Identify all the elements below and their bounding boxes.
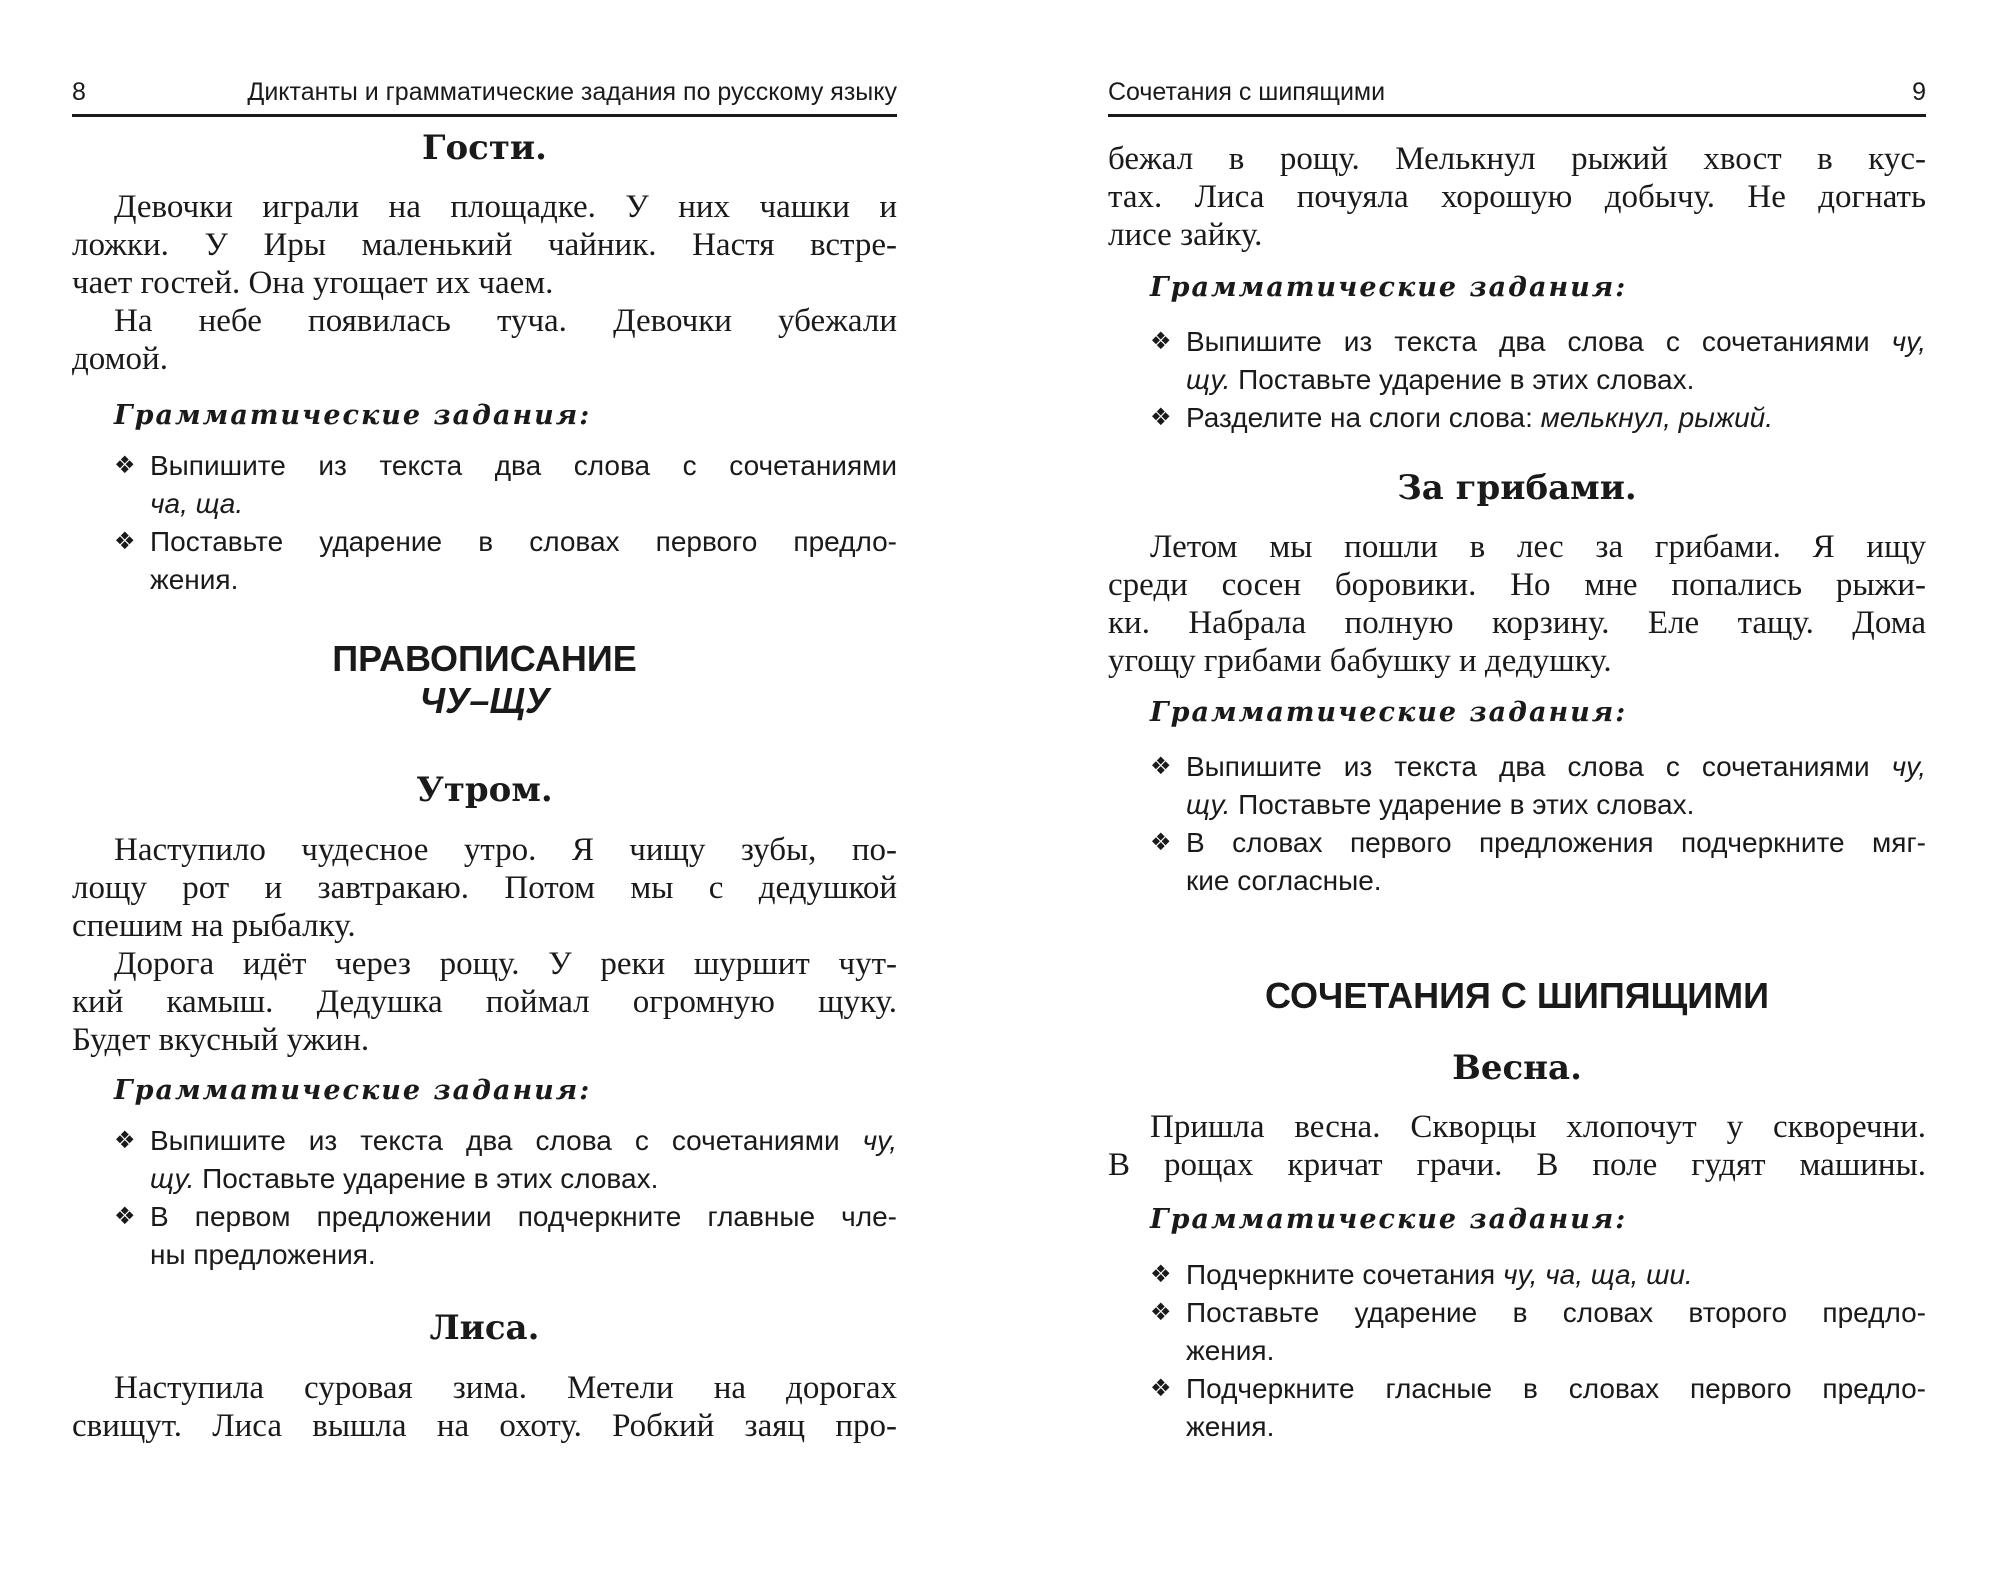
section-subtitle: ЧУ–ЩУ	[419, 680, 550, 721]
diamond-bullet-icon: ❖	[114, 452, 136, 479]
tasks-label: Грамматические задания:	[114, 1075, 592, 1106]
story-text-vesna	[1108, 1108, 1926, 1184]
task-item: ❖ Выпишите из текста два слова с сочетаниями ча, ща.	[114, 447, 897, 523]
tasks-label: Грамматические задания:	[1150, 272, 1628, 303]
diamond-bullet-icon: ❖	[1150, 404, 1172, 431]
task-item: ❖ Выпишите из текста два слова с сочетаниями чу, щу. Поставьте ударение в этих словах.	[1150, 323, 1926, 399]
page-number: 8	[72, 78, 86, 106]
story-title-vesna: Весна.	[1452, 1048, 1582, 1088]
text-line: кий камыш. Дедушка поймал огромную щуку.	[72, 984, 897, 1020]
task-item: ❖ Выпишите из текста два слова с сочетаниями чу, щу. Поставьте ударение в этих словах.	[114, 1122, 897, 1198]
story-text-lisa	[72, 1369, 897, 1445]
tasks-label: Грамматические задания:	[1150, 1204, 1628, 1235]
task-item: ❖ В первом предложении подчеркните главные чле- ны предложения.	[114, 1198, 897, 1274]
text-line: На небе появилась туча. Девочки убежали	[114, 303, 897, 339]
text-line: домой.	[72, 341, 168, 377]
page-number: 9	[1912, 78, 1926, 106]
section-title: ПРАВОПИСАНИЕ ЧУ–ЩУ	[72, 638, 897, 722]
text-line: бежал в рощу. Мелькнул рыжий хвост в кус-	[1108, 141, 1926, 177]
text-line: Будет вкусный ужин.	[72, 1022, 370, 1058]
text-line: лисе зайку.	[1108, 217, 1263, 253]
diamond-bullet-icon: ❖	[1150, 753, 1172, 780]
section-title: СОЧЕТАНИЯ С ШИПЯЩИМИ	[1264, 975, 1770, 1016]
diamond-bullet-icon: ❖	[114, 1203, 136, 1230]
running-head-right	[1108, 74, 1926, 117]
task-item: ❖ Подчеркните сочетания чу, ча, ща, ши.	[1150, 1256, 1926, 1294]
story-title-lisa: Лиса.	[429, 1308, 540, 1348]
text-line: ки. Набрала полную корзину. Еле тащу. Дома	[1108, 605, 1926, 641]
diamond-bullet-icon: ❖	[114, 528, 136, 555]
text-line: Пришла весна. Скворцы хлопочут у скворечни.	[1150, 1109, 1926, 1145]
right-page	[1108, 0, 1926, 1569]
running-title: Диктанты и грамматические задания по русскому языку	[247, 78, 897, 106]
text-line: тах. Лиса почуяла хорошую добычу. Не догнать	[1108, 179, 1926, 215]
text-line: Дорога идёт через рощу. У реки шуршит чут-	[114, 946, 897, 982]
task-item: ❖ В словах первого предложения подчеркните мяг- кие согласные.	[1150, 824, 1926, 900]
diamond-bullet-icon: ❖	[1150, 1299, 1172, 1326]
story-title-za-gribami: За грибами.	[1397, 468, 1637, 508]
left-page	[72, 0, 897, 1569]
text-line: Наступила суровая зима. Метели на дорогах	[114, 1370, 897, 1406]
text-line: ложки. У Иры маленький чайник. Настя встре-	[72, 227, 897, 263]
diamond-bullet-icon: ❖	[114, 1127, 136, 1154]
text-line: Девочки играли на площадке. У них чашки и	[114, 189, 897, 225]
task-item: ❖ Разделите на слоги слова: мелькнул, рыжий.	[1150, 399, 1926, 437]
running-title: Сочетания с шипящими	[1108, 78, 1386, 106]
task-item: ❖ Поставьте ударение в словах первого предло- жения.	[114, 523, 897, 599]
task-item: ❖ Поставьте ударение в словах второго предло- жения.	[1150, 1294, 1926, 1370]
text-line: В рощах кричат грачи. В поле гудят машины.	[1108, 1147, 1926, 1183]
story-text-gosti	[72, 188, 897, 378]
diamond-bullet-icon: ❖	[1150, 1375, 1172, 1402]
task-item: ❖ Подчеркните гласные в словах первого предло- жения.	[1150, 1370, 1926, 1446]
text-line: угощу грибами бабушку и дедушку.	[1108, 643, 1612, 679]
text-line: чает гостей. Она угощает их чаем.	[72, 265, 554, 301]
diamond-bullet-icon: ❖	[1150, 328, 1172, 355]
text-line: среди сосен боровики. Но мне попались рыжи-	[1108, 567, 1926, 603]
story-text-utrom	[72, 831, 897, 1059]
running-head-left	[72, 74, 897, 117]
story-title-gosti: Гости.	[422, 128, 547, 168]
diamond-bullet-icon: ❖	[1150, 829, 1172, 856]
text-line: Наступило чудесное утро. Я чищу зубы, по-	[114, 832, 897, 868]
task-item: ❖ Выпишите из текста два слова с сочетаниями чу, щу. Поставьте ударение в этих словах.	[1150, 748, 1926, 824]
text-line: лощу рот и завтракаю. Потом мы с дедушкой	[72, 870, 897, 906]
diamond-bullet-icon: ❖	[1150, 1261, 1172, 1288]
tasks-label: Грамматические задания:	[114, 400, 592, 431]
story-title-utrom: Утром.	[416, 770, 553, 810]
story-text-za-gribami	[1108, 528, 1926, 680]
text-line: Летом мы пошли в лес за грибами. Я ищу	[1150, 529, 1926, 565]
text-line: спешим на рыбалку.	[72, 908, 356, 944]
text-line: свищут. Лиса вышла на охоту. Робкий заяц про-	[72, 1408, 897, 1444]
story-text-lisa-continued	[1108, 140, 1926, 254]
tasks-label: Грамматические задания:	[1150, 697, 1628, 728]
